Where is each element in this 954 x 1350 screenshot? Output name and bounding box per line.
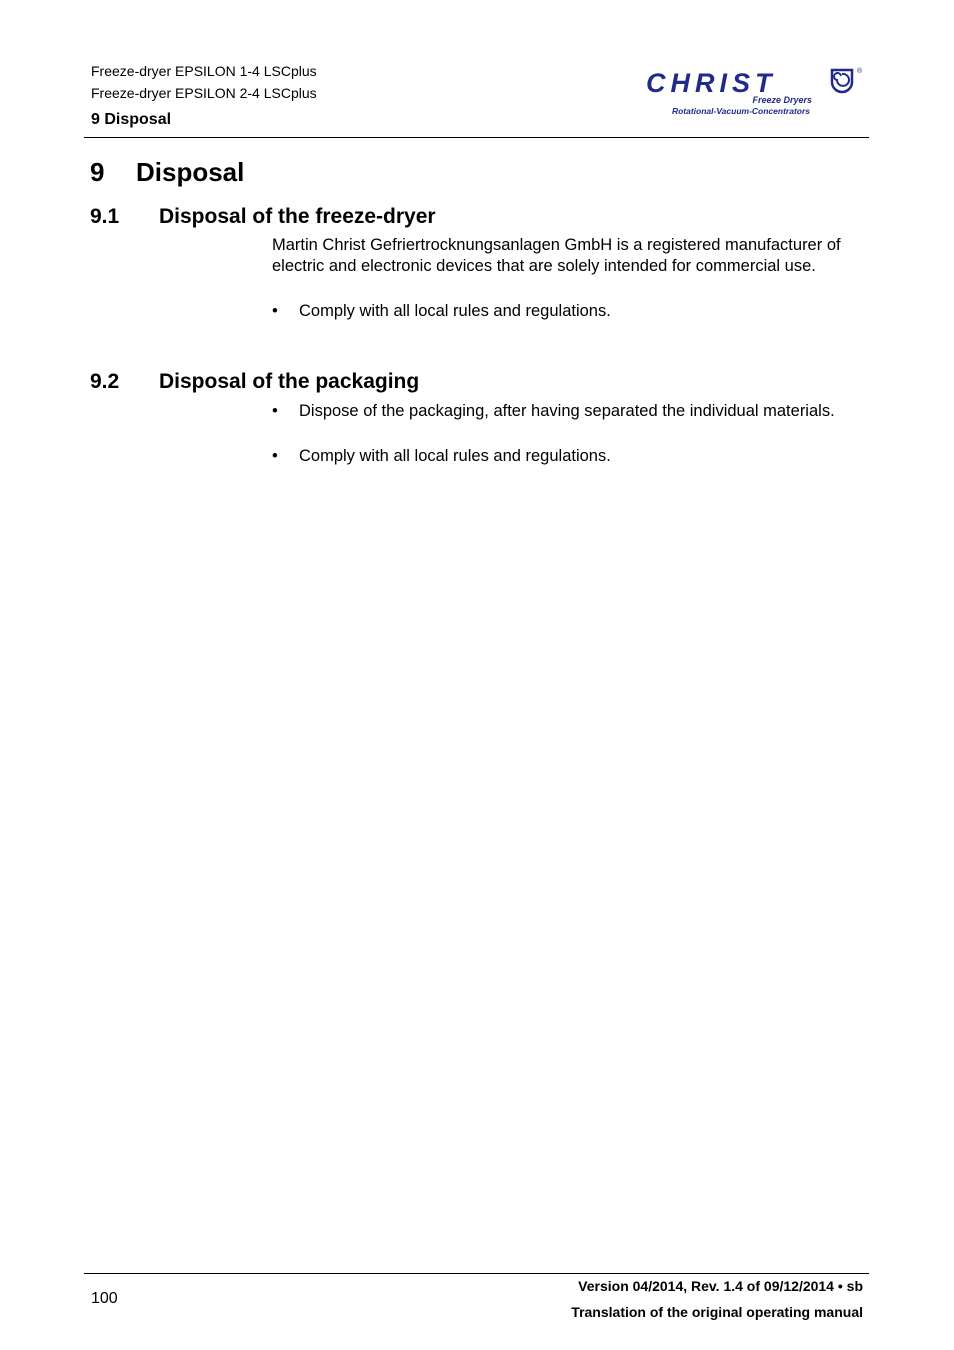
chapter-number: 9	[90, 157, 105, 187]
logo-wordmark: CHRIST	[646, 68, 777, 98]
logo-tagline-2: Rotational-Vacuum-Concentrators	[671, 106, 810, 116]
bullet-mark: •	[272, 402, 278, 420]
list-item-text: Comply with all local rules and regulations.	[299, 302, 611, 320]
christ-logo-graphic	[642, 62, 866, 120]
section-number: 9.2	[90, 370, 120, 393]
list-item	[272, 401, 864, 422]
list-item-text: Comply with all local rules and regulations.	[299, 447, 611, 465]
logo-tagline-1: Freeze Dryers	[752, 95, 812, 105]
page-number: 100	[91, 1290, 118, 1307]
section-paragraph: Martin Christ Gefriertrocknungsanlagen GmbH is a registered manufacturer of electric and electronic devices that are solely intended for commercial use.	[272, 236, 841, 275]
footer-rule	[84, 1273, 869, 1274]
footer-translation-note: Translation of the original operating manual	[571, 1304, 863, 1320]
section-heading	[90, 204, 436, 230]
logo-swirl-icon	[832, 70, 852, 92]
chapter-heading	[90, 156, 244, 188]
christ-logo	[642, 62, 866, 120]
header-model-1: Freeze-dryer EPSILON 1-4 LSCplus	[91, 63, 317, 79]
list-item	[272, 301, 864, 322]
header-rule	[84, 137, 869, 138]
bullet-mark: •	[272, 302, 278, 320]
footer-version: Version 04/2014, Rev. 1.4 of 09/12/2014 • sb	[578, 1278, 863, 1294]
chapter-title: Disposal	[136, 157, 245, 187]
list-item	[272, 446, 864, 467]
section-title: Disposal of the packaging	[159, 370, 420, 393]
logo-registered-mark: ®	[857, 68, 863, 75]
section-heading	[90, 369, 419, 395]
header-model-2: Freeze-dryer EPSILON 2-4 LSCplus	[91, 85, 317, 101]
list-item-text: Dispose of the packaging, after having separated the individual materials.	[299, 402, 835, 420]
section-title: Disposal of the freeze-dryer	[159, 205, 436, 228]
header-chapter: 9 Disposal	[91, 111, 172, 128]
bullet-mark: •	[272, 447, 278, 465]
section-number: 9.1	[90, 205, 120, 228]
